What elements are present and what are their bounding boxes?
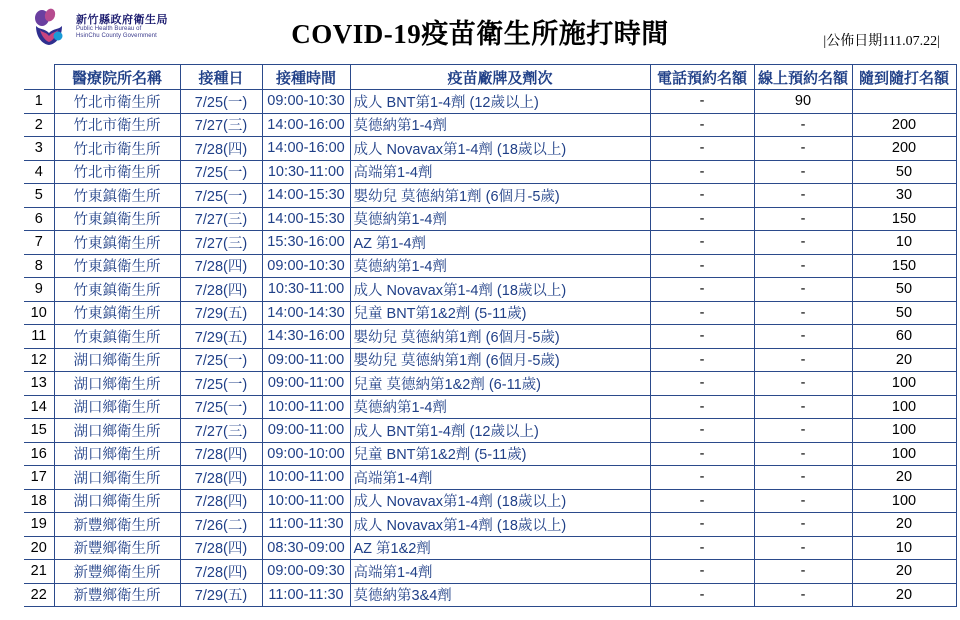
row-phone-quota: - [650,466,754,490]
column-header-time: 接種時間 [262,65,350,90]
organization-name-en-line1: Public Health Bureau of [76,26,142,33]
row-walkin-quota: 100 [852,372,956,396]
row-online-quota: - [754,513,852,537]
row-date: 7/29(五) [180,583,262,607]
row-phone-quota: - [650,372,754,396]
row-vaccine: 兒童 莫德納第1&2劑 (6-11歲) [350,372,650,396]
row-phone-quota: - [650,560,754,584]
row-clinic-name: 竹東鎮衛生所 [54,278,180,302]
table-row [24,184,956,208]
table-row [24,466,956,490]
row-date: 7/27(三) [180,419,262,443]
row-phone-quota: - [650,442,754,466]
row-vaccine: 成人 Novavax第1-4劑 (18歲以上) [350,278,650,302]
row-phone-quota: - [650,160,754,184]
row-index: 22 [24,583,54,607]
row-walkin-quota: 20 [852,348,956,372]
row-index: 6 [24,207,54,231]
row-date: 7/28(四) [180,466,262,490]
row-online-quota: - [754,583,852,607]
organization-name-zh: 新竹縣政府衛生局 [76,13,168,26]
row-time: 11:00-11:30 [262,513,350,537]
row-vaccine: 嬰幼兒 莫德納第1劑 (6個月-5歲) [350,348,650,372]
table-body [24,90,956,607]
row-clinic-name: 新豐鄉衛生所 [54,560,180,584]
table-row [24,536,956,560]
table-row [24,372,956,396]
row-index: 15 [24,419,54,443]
row-phone-quota: - [650,207,754,231]
row-walkin-quota: 50 [852,160,956,184]
row-date: 7/28(四) [180,489,262,513]
row-date: 7/28(四) [180,137,262,161]
row-clinic-name: 竹北市衛生所 [54,160,180,184]
table-header-row [24,65,956,90]
row-online-quota: - [754,137,852,161]
table-row [24,513,956,537]
row-walkin-quota: 30 [852,184,956,208]
row-clinic-name: 新豐鄉衛生所 [54,536,180,560]
table-row [24,348,956,372]
row-index: 5 [24,184,54,208]
row-time: 15:30-16:00 [262,231,350,255]
row-date: 7/28(四) [180,560,262,584]
row-time: 10:30-11:00 [262,160,350,184]
row-date: 7/28(四) [180,536,262,560]
row-clinic-name: 湖口鄉衛生所 [54,442,180,466]
row-online-quota: - [754,278,852,302]
row-vaccine: 莫德納第1-4劑 [350,207,650,231]
row-vaccine: 高端第1-4劑 [350,560,650,584]
row-phone-quota: - [650,113,754,137]
row-index: 20 [24,536,54,560]
row-index: 13 [24,372,54,396]
page-title: COVID-19疫苗衛生所施打時間 [291,19,669,49]
row-phone-quota: - [650,536,754,560]
row-phone-quota: - [650,184,754,208]
row-clinic-name: 竹東鎮衛生所 [54,254,180,278]
column-header-online-quota: 線上預約名額 [754,65,852,90]
schedule-table [24,64,957,607]
table-row [24,583,956,607]
row-time: 14:00-15:30 [262,207,350,231]
row-index: 11 [24,325,54,349]
row-clinic-name: 竹北市衛生所 [54,137,180,161]
table-row [24,90,956,114]
table-row [24,560,956,584]
row-vaccine: 成人 Novavax第1-4劑 (18歲以上) [350,137,650,161]
row-date: 7/28(四) [180,442,262,466]
table-row [24,113,956,137]
row-phone-quota: - [650,489,754,513]
row-vaccine: 兒童 BNT第1&2劑 (5-11歲) [350,301,650,325]
row-index: 9 [24,278,54,302]
row-phone-quota: - [650,90,754,114]
row-phone-quota: - [650,583,754,607]
row-clinic-name: 湖口鄉衛生所 [54,466,180,490]
table-row [24,325,956,349]
row-phone-quota: - [650,419,754,443]
row-clinic-name: 新豐鄉衛生所 [54,513,180,537]
row-index: 19 [24,513,54,537]
row-vaccine: 莫德納第3&4劑 [350,583,650,607]
row-clinic-name: 竹東鎮衛生所 [54,301,180,325]
row-phone-quota: - [650,278,754,302]
row-index: 17 [24,466,54,490]
row-date: 7/25(一) [180,90,262,114]
row-phone-quota: - [650,325,754,349]
column-header-index [24,65,54,90]
table-row [24,137,956,161]
row-online-quota: - [754,325,852,349]
row-online-quota: - [754,348,852,372]
row-time: 14:00-16:00 [262,137,350,161]
column-header-walkin-quota: 隨到隨打名額 [852,65,956,90]
row-date: 7/29(五) [180,301,262,325]
row-time: 09:00-10:30 [262,90,350,114]
row-vaccine: 莫德納第1-4劑 [350,254,650,278]
row-phone-quota: - [650,395,754,419]
row-online-quota: - [754,442,852,466]
row-phone-quota: - [650,301,754,325]
row-index: 14 [24,395,54,419]
row-phone-quota: - [650,231,754,255]
row-walkin-quota: 20 [852,560,956,584]
column-header-clinic: 醫療院所名稱 [54,65,180,90]
row-walkin-quota: 200 [852,137,956,161]
row-time: 09:00-11:00 [262,372,350,396]
row-online-quota: - [754,113,852,137]
table-row [24,489,956,513]
row-index: 3 [24,137,54,161]
row-vaccine: 莫德納第1-4劑 [350,113,650,137]
row-walkin-quota: 60 [852,325,956,349]
row-index: 16 [24,442,54,466]
row-walkin-quota: 100 [852,419,956,443]
row-online-quota: - [754,301,852,325]
row-index: 18 [24,489,54,513]
row-walkin-quota: 10 [852,231,956,255]
organization-name-en-line2: HsinChu County Government [76,32,157,39]
row-online-quota: - [754,372,852,396]
row-vaccine: 高端第1-4劑 [350,466,650,490]
row-index: 10 [24,301,54,325]
row-vaccine: 成人 Novavax第1-4劑 (18歲以上) [350,489,650,513]
row-online-quota: - [754,184,852,208]
row-phone-quota: - [650,513,754,537]
row-phone-quota: - [650,254,754,278]
row-clinic-name: 竹北市衛生所 [54,90,180,114]
row-phone-quota: - [650,348,754,372]
row-online-quota: - [754,560,852,584]
row-vaccine: 成人 BNT第1-4劑 (12歲以上) [350,90,650,114]
row-vaccine: AZ 第1-4劑 [350,231,650,255]
row-walkin-quota: 20 [852,466,956,490]
row-walkin-quota: 100 [852,442,956,466]
table-row [24,395,956,419]
row-index: 2 [24,113,54,137]
column-header-phone-quota: 電話預約名額 [650,65,754,90]
row-online-quota: - [754,395,852,419]
row-time: 10:00-11:00 [262,395,350,419]
row-clinic-name: 湖口鄉衛生所 [54,395,180,419]
row-walkin-quota: 50 [852,278,956,302]
row-walkin-quota: 50 [852,301,956,325]
row-date: 7/25(一) [180,184,262,208]
column-header-vaccine: 疫苗廠牌及劑次 [350,65,650,90]
row-phone-quota: - [650,137,754,161]
row-index: 12 [24,348,54,372]
row-online-quota: - [754,254,852,278]
row-online-quota: 90 [754,90,852,114]
row-clinic-name: 竹東鎮衛生所 [54,325,180,349]
table-row [24,301,956,325]
row-time: 09:00-10:30 [262,254,350,278]
table-header [24,65,956,90]
row-walkin-quota: 150 [852,207,956,231]
row-clinic-name: 湖口鄉衛生所 [54,419,180,443]
row-online-quota: - [754,489,852,513]
row-time: 14:30-16:00 [262,325,350,349]
row-index: 4 [24,160,54,184]
row-online-quota: - [754,231,852,255]
row-index: 7 [24,231,54,255]
row-time: 09:00-11:00 [262,419,350,443]
schedule-table-container [0,58,960,607]
row-walkin-quota: 100 [852,489,956,513]
row-time: 14:00-15:30 [262,184,350,208]
row-date: 7/28(四) [180,278,262,302]
row-vaccine: 嬰幼兒 莫德納第1劑 (6個月-5歲) [350,325,650,349]
row-index: 8 [24,254,54,278]
row-walkin-quota: 200 [852,113,956,137]
column-header-date: 接種日 [180,65,262,90]
row-date: 7/29(五) [180,325,262,349]
table-row [24,442,956,466]
row-clinic-name: 新豐鄉衛生所 [54,583,180,607]
document-header [0,0,960,58]
row-date: 7/25(一) [180,372,262,396]
table-row [24,254,956,278]
publish-date: |公佈日期111.07.22| [823,34,940,49]
row-date: 7/25(一) [180,160,262,184]
row-time: 10:00-11:00 [262,466,350,490]
row-index: 1 [24,90,54,114]
row-vaccine: 莫德納第1-4劑 [350,395,650,419]
row-time: 09:00-11:00 [262,348,350,372]
row-time: 08:30-09:00 [262,536,350,560]
row-walkin-quota: 20 [852,583,956,607]
table-row [24,160,956,184]
row-online-quota: - [754,419,852,443]
row-walkin-quota: 20 [852,513,956,537]
table-row [24,207,956,231]
row-date: 7/27(三) [180,113,262,137]
row-online-quota: - [754,536,852,560]
row-walkin-quota: 150 [852,254,956,278]
row-time: 09:00-09:30 [262,560,350,584]
row-vaccine: AZ 第1&2劑 [350,536,650,560]
row-vaccine: 成人 BNT第1-4劑 (12歲以上) [350,419,650,443]
table-row [24,419,956,443]
row-clinic-name: 湖口鄉衛生所 [54,489,180,513]
row-time: 14:00-16:00 [262,113,350,137]
row-date: 7/27(三) [180,231,262,255]
row-walkin-quota [852,90,956,114]
row-clinic-name: 湖口鄉衛生所 [54,372,180,396]
row-vaccine: 兒童 BNT第1&2劑 (5-11歲) [350,442,650,466]
row-vaccine: 成人 Novavax第1-4劑 (18歲以上) [350,513,650,537]
row-date: 7/25(一) [180,395,262,419]
table-row [24,278,956,302]
row-clinic-name: 竹北市衛生所 [54,113,180,137]
row-vaccine: 嬰幼兒 莫德納第1劑 (6個月-5歲) [350,184,650,208]
row-date: 7/26(二) [180,513,262,537]
row-index: 21 [24,560,54,584]
row-time: 14:00-14:30 [262,301,350,325]
row-online-quota: - [754,466,852,490]
row-time: 11:00-11:30 [262,583,350,607]
row-time: 10:00-11:00 [262,489,350,513]
row-time: 09:00-10:00 [262,442,350,466]
table-row [24,231,956,255]
row-online-quota: - [754,207,852,231]
row-online-quota: - [754,160,852,184]
row-date: 7/25(一) [180,348,262,372]
row-clinic-name: 竹東鎮衛生所 [54,207,180,231]
row-date: 7/27(三) [180,207,262,231]
row-walkin-quota: 10 [852,536,956,560]
row-clinic-name: 竹東鎮衛生所 [54,231,180,255]
row-time: 10:30-11:00 [262,278,350,302]
row-vaccine: 高端第1-4劑 [350,160,650,184]
row-clinic-name: 竹東鎮衛生所 [54,184,180,208]
row-clinic-name: 湖口鄉衛生所 [54,348,180,372]
row-walkin-quota: 100 [852,395,956,419]
row-date: 7/28(四) [180,254,262,278]
